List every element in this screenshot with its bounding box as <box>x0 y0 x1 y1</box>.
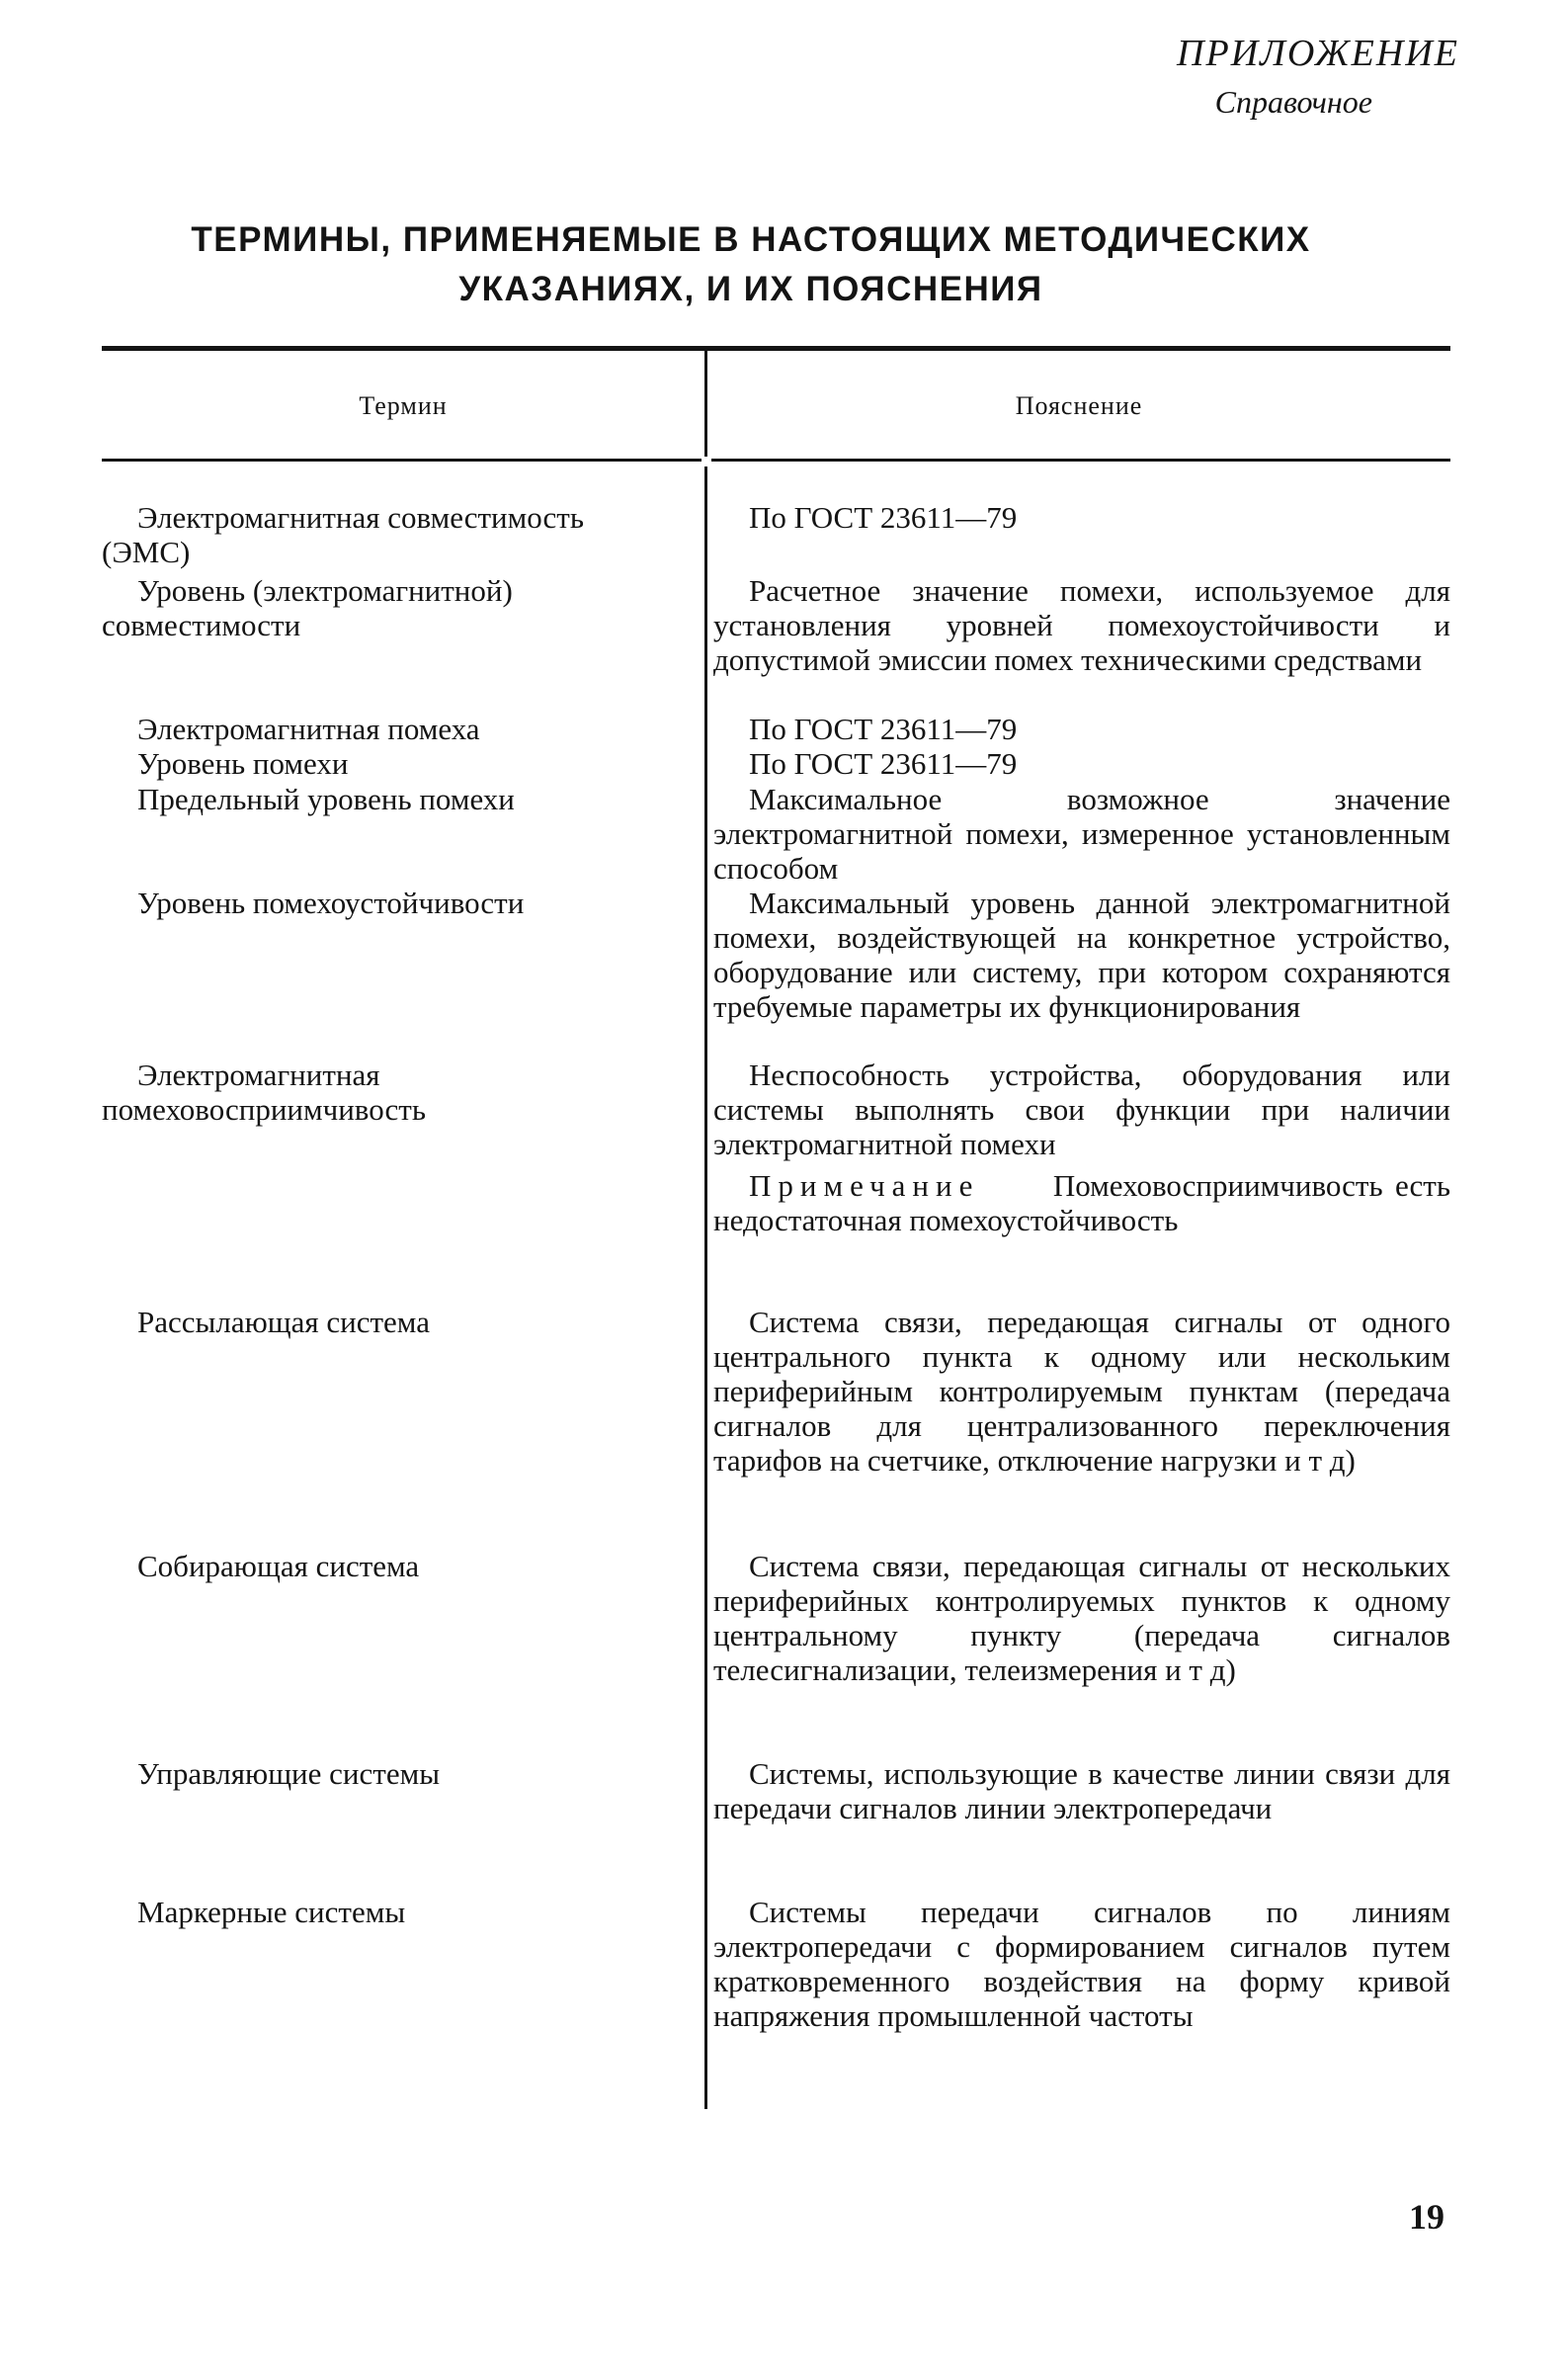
term-cell: Электромагнитная помеха <box>137 712 480 746</box>
column-header-explanation: Пояснение <box>1015 391 1143 420</box>
term-cell: Управляющие системы <box>137 1756 441 1791</box>
term-cell: Электромагнитная помеховосприимчивость <box>102 1058 426 1127</box>
explanation-cell: По ГОСТ 23611—79 <box>749 500 1018 535</box>
term-cell: Электромагнитная совместимость (ЭМС) <box>102 500 584 569</box>
term-cell: Маркерные системы <box>137 1895 406 1929</box>
term-cell: Уровень помехи <box>137 746 349 781</box>
note-text: Помеховосприимчивость есть недостаточная помехоустойчивость <box>713 1168 1450 1237</box>
explanation-cell: Максимальный уровень данной электромагнитной помехи, воздействующей на конкретное устройство, оборудование или систему, при котором сохраняются требуемые параметры их функционирования <box>713 886 1450 1024</box>
column-header-term: Термин <box>359 391 448 420</box>
term-cell: Уровень помехоустойчивости <box>137 886 525 920</box>
page-number: 19 <box>1409 2197 1444 2237</box>
term-cell: Рассылающая система <box>137 1305 430 1339</box>
term-cell: Предельный уровень помехи <box>137 782 515 816</box>
term-cell: Собирающая система <box>137 1549 420 1583</box>
appendix-header <box>1177 30 1459 127</box>
title-line-1: ТЕРМИНЫ, ПРИМЕНЯЕМЫЕ В НАСТОЯЩИХ МЕТОДИЧЕСКИХ <box>191 220 1311 259</box>
column-divider <box>704 350 707 2109</box>
appendix-label: ПРИЛОЖЕНИЕ <box>1177 33 1459 74</box>
explanation-cell: Система связи, передающая сигналы от одного центрального пункта к одному или нескольким периферийным контролируемым пунктам (передача сигналов для централизованного переключения тарифов на счетчике, отключение нагрузки и т д) <box>713 1305 1450 1478</box>
note-cell <box>713 1168 1450 1237</box>
explanation-cell: Неспособность устройства, оборудования или системы выполнять свои функции при наличии электромагнитной помехи <box>713 1058 1450 1161</box>
column-divider-gap <box>701 457 711 466</box>
page-title <box>158 215 1344 314</box>
explanation-cell: Системы, использующие в качестве линии связи для передачи сигналов линии электропередачи <box>713 1756 1450 1825</box>
term-cell: Уровень (электромагнитной) совместимости <box>102 573 513 642</box>
explanation-cell: Расчетное значение помехи, используемое для установления уровней помехоустойчивости и допустимой эмиссии помех техническими средствами <box>713 573 1450 677</box>
explanation-cell: По ГОСТ 23611—79 <box>749 712 1018 746</box>
title-line-2: УКАЗАНИЯХ, И ИХ ПОЯСНЕНИЯ <box>458 270 1043 308</box>
explanation-cell: Максимальное возможное значение электромагнитной помехи, измеренное установленным способом <box>713 782 1450 886</box>
table-header-rule <box>102 459 1450 462</box>
appendix-type: Справочное <box>1214 84 1372 120</box>
note-label: Примечание <box>749 1168 980 1203</box>
table-top-rule <box>102 346 1450 351</box>
explanation-cell: Система связи, передающая сигналы от нескольких периферийных контролируемых пунктов к одному центральному пункту (передача сигналов телесигнализации, телеизмерения и т д) <box>713 1549 1450 1687</box>
explanation-cell: Системы передачи сигналов по линиям электропередачи с формированием сигналов путем кратковременного воздействия на форму кривой напряжения промышленной частоты <box>713 1895 1450 2033</box>
explanation-cell: По ГОСТ 23611—79 <box>749 746 1018 781</box>
